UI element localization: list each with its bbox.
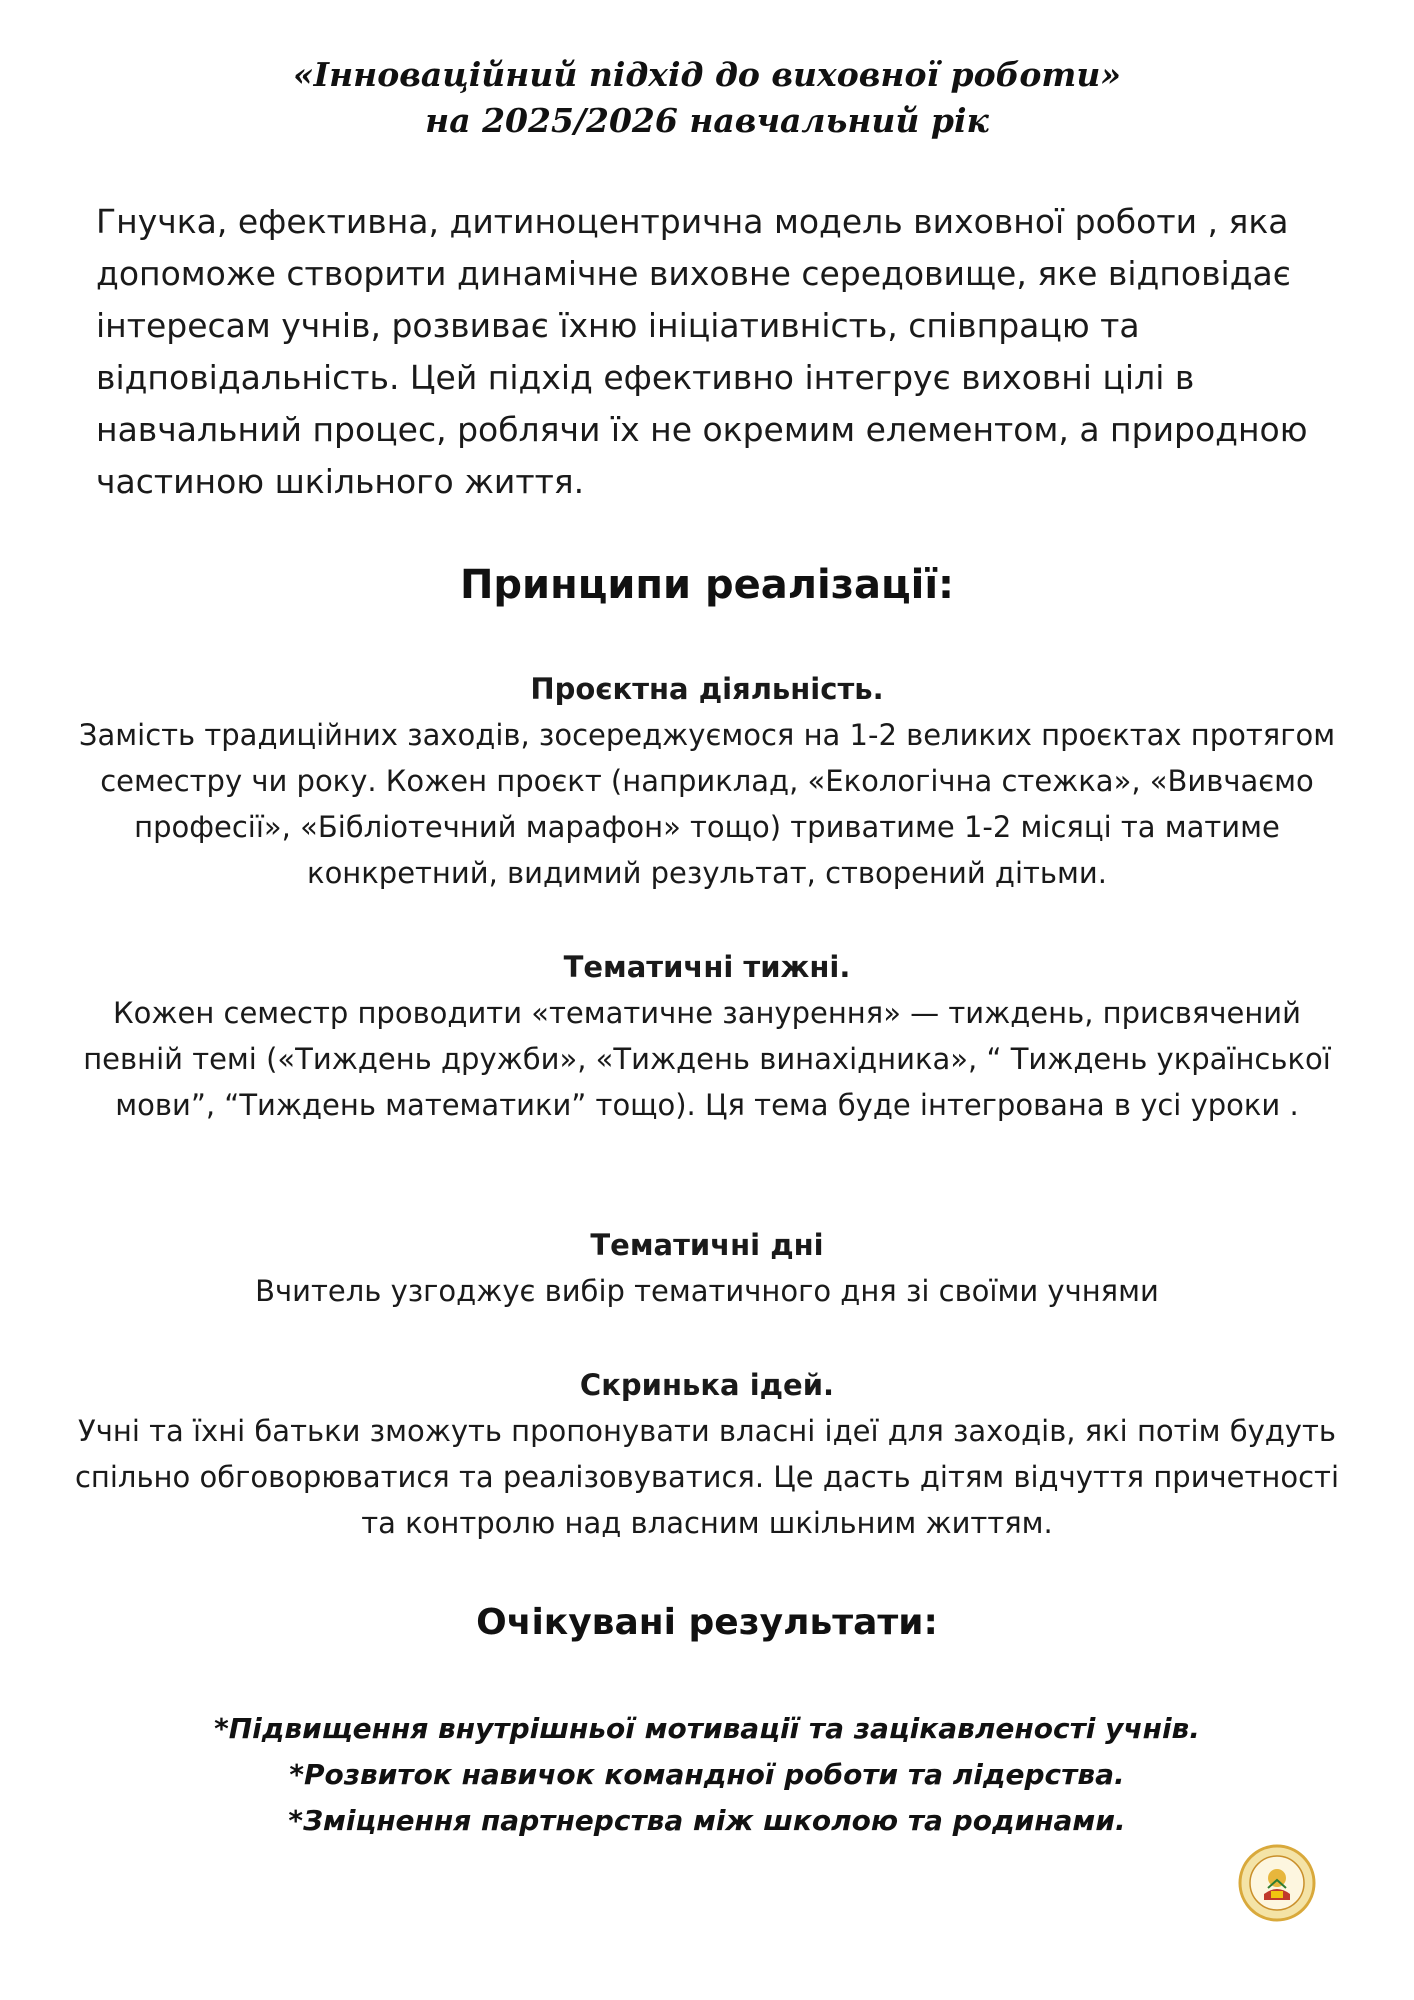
results-heading: Очікувані результати: bbox=[476, 1602, 938, 1643]
school-logo-icon bbox=[1238, 1844, 1316, 1922]
principle-text: Замість традиційних заходів, зосереджуємося на 1-2 великих проєктах протягом семестру чи року. Кожен проєкт (наприклад, «Екологічна стежка», «Вивчаємо професії», «Бібліотечний марафон» тощо) триватиме 1-2 місяці та матиме конкретний, видимий результат, створений дітьми. bbox=[78, 718, 1336, 890]
page-title bbox=[0, 52, 1414, 144]
principle-project bbox=[60, 666, 1354, 896]
result-item: *Підвищення внутрішньої мотивації та зацікавленості учнів. bbox=[214, 1712, 1200, 1745]
principle-title: Проєктна діяльність. bbox=[530, 672, 884, 706]
result-item: *Розвиток навичок командної роботи та лідерства. bbox=[289, 1758, 1125, 1791]
principle-title: Скринька ідей. bbox=[579, 1368, 835, 1402]
page-title-line-1: «Інноваційний підхід до виховної роботи» bbox=[293, 55, 1121, 94]
principle-text: Кожен семестр проводити «тематичне занурення» — тиждень, присвячений певній темі («Тиждень дружби», «Тиждень винахідника», “ Тиждень української мови”, “Тиждень математики” тощо). Ця тема буде інтегрована в усі уроки . bbox=[83, 996, 1331, 1122]
principles-heading: Принципи реалізації: bbox=[459, 562, 955, 608]
principle-ideas-box bbox=[60, 1362, 1354, 1546]
principle-text: Вчитель узгоджує вибір тематичного дня зі своїми учнями bbox=[255, 1274, 1159, 1308]
principle-theme-days bbox=[60, 1222, 1354, 1314]
principle-theme-weeks bbox=[60, 944, 1354, 1128]
intro-paragraph: Гнучка, ефективна, дитиноцентрична модель виховної роботи , яка допоможе створити динамічне виховне середовище, яке відповідає інтересам учнів, розвиває їхню ініціативність, співпрацю та відповідальність. Цей підхід ефективно інтегрує виховні цілі в навчальний процес, роблячи їх не окремим елементом, а природною частиною шкільного життя. bbox=[96, 202, 1308, 501]
results-list bbox=[0, 1706, 1414, 1844]
principle-title: Тематичні тижні. bbox=[563, 950, 851, 984]
result-item: *Зміцнення партнерства між школою та родинами. bbox=[288, 1804, 1126, 1837]
page-title-line-2: на 2025/2026 навчальний рік bbox=[425, 101, 989, 140]
principle-text: Учні та їхні батьки зможуть пропонувати власні ідеї для заходів, які потім будуть спільно обговорюватися та реалізовуватися. Це дасть дітям відчуття причетності та контролю над власним шкільним життям. bbox=[74, 1414, 1340, 1540]
principle-title: Тематичні дні bbox=[590, 1228, 824, 1262]
